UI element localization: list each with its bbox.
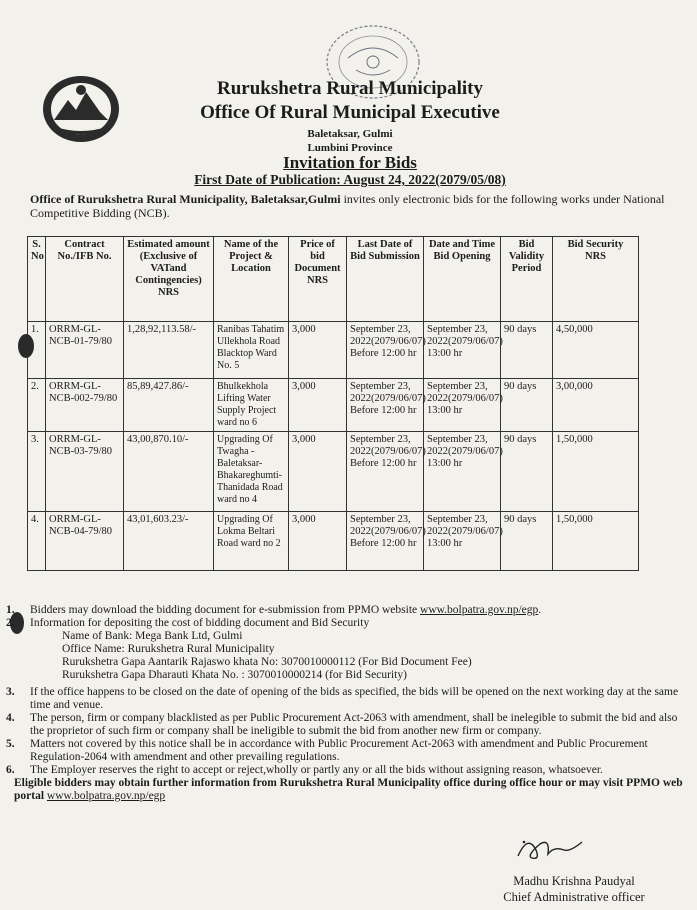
note-text: If the office happens to be closed on the date of opening of the bids as specified, the bids will be opened on the next working day at the same time and venue.: [30, 686, 679, 711]
note-number: 4.: [6, 712, 15, 724]
cell-amount: 85,89,427.86/-: [124, 379, 214, 432]
cell-sn: 3.: [28, 432, 46, 512]
cell-security: 4,50,000: [553, 322, 639, 379]
note-number: 2.: [6, 617, 15, 629]
eligible-paragraph: [6, 777, 686, 803]
note-text: Information for depositing the cost of bidding document and Bid Security: [30, 617, 370, 629]
cell-security: 1,50,000: [553, 432, 639, 512]
col-header: Date and Time Bid Opening: [424, 237, 501, 322]
cell-sn: 4.: [28, 512, 46, 571]
cell-price: 3,000: [289, 322, 347, 379]
cell-validity: 90 days: [501, 432, 553, 512]
cell-opening: September 23, 2022(2079/06/07) 13:00 hr: [424, 379, 501, 432]
cell-opening: September 23, 2022(2079/06/07) 13:00 hr: [424, 322, 501, 379]
col-header: Contract No./IFB No.: [46, 237, 124, 322]
cell-project: Bhulkekhola Lifting Water Supply Project ward no 6: [214, 379, 289, 432]
cell-security: 1,50,000: [553, 512, 639, 571]
cell-opening: September 23, 2022(2079/06/07) 13:00 hr: [424, 512, 501, 571]
office-title: Office Of Rural Municipal Executive: [200, 102, 500, 123]
cell-amount: 43,00,870.10/-: [124, 432, 214, 512]
table-row: [28, 432, 639, 512]
revenue-khata: Rurukshetra Gapa Aantarik Rajaswo khata No: 3070010000112 (For Bid Document Fee): [62, 656, 472, 668]
cell-validity: 90 days: [501, 379, 553, 432]
col-header: Name of the Project & Location: [214, 237, 289, 322]
cell-project: Upgrading Of Twagha - Baletaksar-Bhakareghumti-Thanidada Road ward no 4: [214, 432, 289, 512]
note-number: 3.: [6, 686, 15, 698]
publication-date: First Date of Publication: August 24, 2022(2079/05/08): [194, 172, 506, 187]
cell-amount: 43,01,603.23/-: [124, 512, 214, 571]
cell-validity: 90 days: [501, 512, 553, 571]
ppmo-link[interactable]: www.bolpatra.gov.np/egp: [420, 604, 539, 616]
cell-project: Upgrading Of Lokma Beltari Road ward no 2: [214, 512, 289, 571]
table-row: [28, 379, 639, 432]
cell-contract: ORRM-GL-NCB-04-79/80: [46, 512, 124, 571]
cell-price: 3,000: [289, 432, 347, 512]
municipality-emblem-logo: [40, 72, 122, 146]
cell-contract: ORRM-GL-NCB-03-79/80: [46, 432, 124, 512]
cell-sn: 2.: [28, 379, 46, 432]
note-1: [6, 604, 686, 617]
signer-title: Chief Administrative officer: [503, 890, 645, 904]
signer-name: Madhu Krishna Paudyal: [513, 874, 635, 888]
intro-paragraph: [30, 192, 670, 220]
ppmo-portal-link[interactable]: www.bolpatra.gov.np/egp: [46, 790, 166, 802]
cell-opening: September 23, 2022(2079/06/07) 13:00 hr: [424, 432, 501, 512]
punch-hole: [18, 334, 34, 358]
address-line: Baletaksar, Gulmi: [307, 128, 393, 140]
note-text: The person, firm or company blacklisted as per Public Procurement Act-2063 with amendment, shall be inelegible to submit the bid and also the proprietor of such firm or company shall be ineligible to submit the bid from another new firm or company.: [30, 712, 678, 737]
handwritten-signature: [510, 830, 590, 870]
cell-contract: ORRM-GL-NCB-002-79/80: [46, 379, 124, 432]
table-row: [28, 512, 639, 571]
intro-bold: Office of Rurukshetra Rural Municipality, Baletaksar,Gulmi: [30, 192, 341, 206]
note-text-end: .: [538, 604, 542, 616]
note-number: 5.: [6, 738, 15, 750]
cell-amount: 1,28,92,113.58/-: [124, 322, 214, 379]
col-header: Estimated amount (Exclusive of VATand Contingencies) NRS: [124, 237, 214, 322]
note-2: [6, 617, 686, 630]
cell-price: 3,000: [289, 512, 347, 571]
cell-contract: ORRM-GL-NCB-01-79/80: [46, 322, 124, 379]
note-text: The Employer reserves the right to accept or reject,wholly or partly any or all the bids without assigning reason, whatsoever.: [30, 764, 603, 776]
office-name: Office Name: Rurukshetra Rural Municipality: [62, 643, 275, 655]
col-header: Bid Validity Period: [501, 237, 553, 322]
cell-last-date: September 23, 2022(2079/06/07) Before 12:00 hr: [347, 432, 424, 512]
col-header: Last Date of Bid Submission: [347, 237, 424, 322]
note-number: 6.: [6, 764, 15, 776]
bids-table: [27, 236, 639, 571]
province-line: Lumbini Province: [307, 142, 393, 154]
deposit-khata: Rurukshetra Gapa Dharauti Khata No. : 3070010000214 (for Bid Security): [62, 669, 407, 681]
note-3: [6, 686, 686, 712]
cell-last-date: September 23, 2022(2079/06/07) Before 12:00 hr: [347, 512, 424, 571]
table-header-row: [28, 237, 639, 322]
col-header: Bid Security NRS: [553, 237, 639, 322]
cell-security: 3,00,000: [553, 379, 639, 432]
intro-rest: invites only electronic bids for the following works under National Competitive Bidding (NCB).: [30, 192, 665, 220]
cell-last-date: September 23, 2022(2079/06/07) Before 12:00 hr: [347, 379, 424, 432]
notice-heading: Invitation for Bids: [283, 153, 417, 172]
notes-section: [6, 604, 686, 803]
table-row: [28, 322, 639, 379]
bank-name: Name of Bank: Mega Bank Ltd, Gulmi: [62, 630, 243, 642]
note-text: Bidders may download the bidding document for e-submission from PPMO website: [30, 604, 421, 616]
note-text: Matters not covered by this notice shall be in accordance with Public Procurement Act-2063 with amendment and Public Procurement Regulation-2064 with amendment and other prevailing regulations.: [30, 738, 648, 763]
note-5: [6, 738, 686, 764]
note-6: [6, 764, 686, 777]
municipality-title: Rurukshetra Rural Municipality: [216, 78, 484, 99]
eligible-text: Eligible bidders may obtain further information from Rurukshetra Rural Municipality office during office hour or may visit PPMO web portal: [14, 777, 683, 802]
cell-validity: 90 days: [501, 322, 553, 379]
cell-sn: 1.: [28, 322, 46, 379]
col-header: Price of bid Document NRS: [289, 237, 347, 322]
note-4: [6, 712, 686, 738]
cell-project: Ranibas Tahatim Ullekhola Road Blacktop Ward No. 5: [214, 322, 289, 379]
cell-last-date: September 23, 2022(2079/06/07) Before 12:00 hr: [347, 322, 424, 379]
note-number: 1.: [6, 604, 15, 616]
cell-price: 3,000: [289, 379, 347, 432]
col-header: S. No: [28, 237, 46, 322]
